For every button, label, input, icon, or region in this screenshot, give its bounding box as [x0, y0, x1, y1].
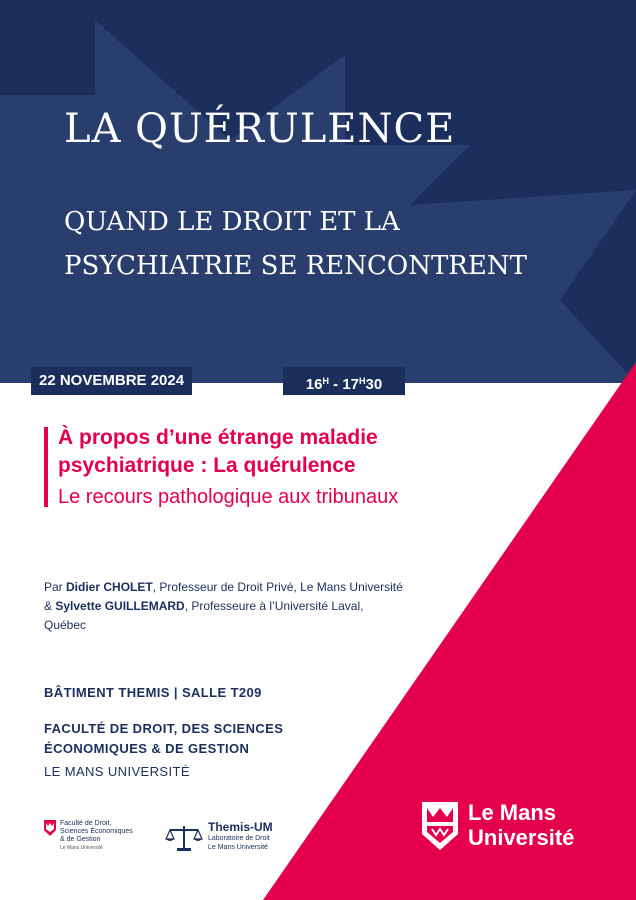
shield-icon — [44, 820, 56, 836]
speaker-line-1: Par Didier CHOLET, Professeur de Droit Privé, Le Mans Université — [44, 580, 403, 594]
scales-icon — [165, 824, 203, 852]
poster-title: LA QUÉRULENCE — [64, 106, 456, 152]
speaker-line-2: & Sylvette GUILLEMARD, Professeure à l’Université Laval, — [44, 599, 364, 613]
um-emblem-icon — [420, 800, 460, 852]
talk-subtitle: Le recours pathologique aux tribunaux — [58, 486, 399, 508]
themis-logo: Themis-UM Laboratoire de Droit Le Mans Université — [165, 820, 305, 860]
event-date: 22 NOVEMBRE 2024 — [31, 367, 192, 395]
talk-accent-bar — [44, 427, 48, 507]
talk-title — [58, 424, 528, 480]
university-name: LE MANS UNIVERSITÉ — [44, 764, 190, 779]
faculty-logo: Faculté de Droit, Sciences Économiques & de Gestion Le Mans Université — [44, 820, 164, 860]
subtitle-line-2: PSYCHIATRIE SE RENCONTRENT — [64, 251, 527, 281]
event-time: $16^H - 17^H30$ — [283, 367, 405, 395]
speaker-line-3: Québec — [44, 618, 87, 632]
poster-subtitle — [64, 200, 604, 288]
subtitle-line-1: QUAND LE DROIT ET LA — [64, 207, 400, 237]
speaker-1-name: Didier CHOLET — [66, 580, 153, 594]
speaker-2-name: Sylvette GUILLEMARD — [55, 599, 185, 613]
venue: BÂTIMENT THEMIS | SALLE T209 — [44, 685, 262, 700]
talk-title-line-1: À propos d’une étrange maladie — [58, 426, 378, 449]
speakers — [44, 578, 444, 635]
talk-title-line-2: psychiatrique : La quérulence — [58, 454, 356, 477]
le-mans-universite-logo: Le Mans Université — [420, 800, 620, 860]
faculty-name: FACULTÉ DE DROIT, DES SCIENCES ÉCONOMIQUES & DE GESTION — [44, 721, 284, 756]
